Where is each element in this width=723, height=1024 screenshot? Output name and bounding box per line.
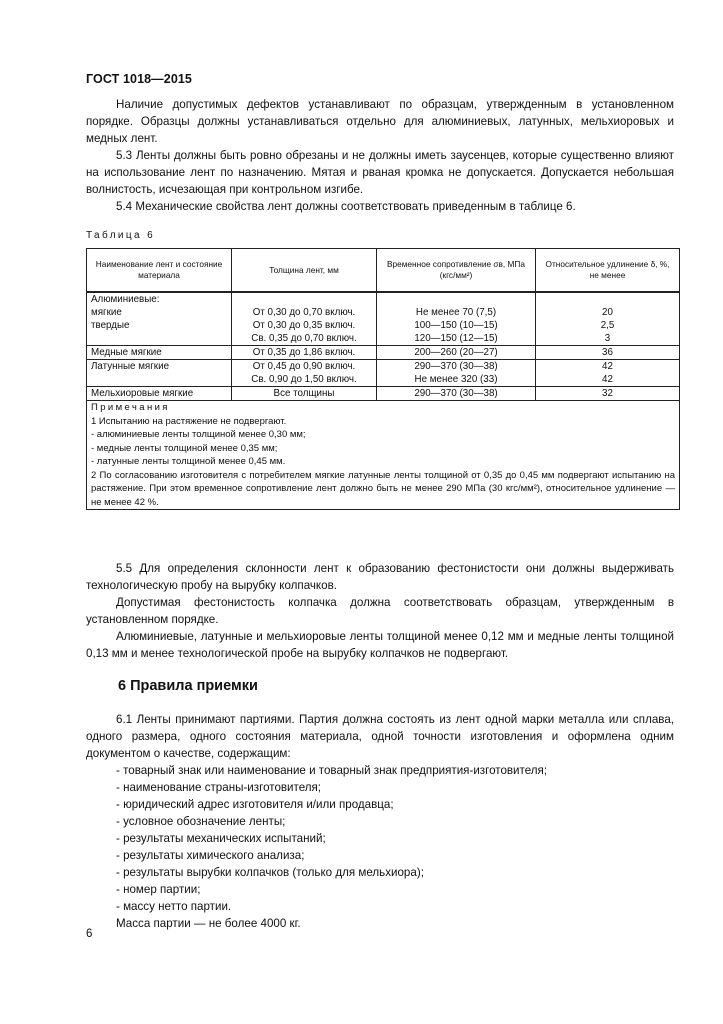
cell-strength: 290—370 (30—38) — [377, 387, 536, 401]
note-line: - алюминиевые ленты толщиной менее 0,30 мм; — [91, 429, 306, 440]
list-item: - результаты вырубки колпачков (только для мельхиора); — [116, 866, 424, 879]
paragraph-5-3: 5.3 Ленты должны быть ровно обрезаны и не должны иметь заусенцев, которые существенно влияют на использование лент по назначению. Мятая и рваная кромка не допускается. Допускается небольшая волнистость, исчезающая при контрольном изгибе. — [86, 149, 674, 196]
list-item: - результаты механических испытаний; — [116, 832, 326, 845]
table-row-copper — [87, 346, 680, 360]
cell-strength: 200—260 (20—27) — [377, 346, 536, 360]
paragraph-defects: Наличие допустимых дефектов устанавливают по образцам, утвержденным в установленном порядке. Образцы должны устанавливаться отдельно для алюминиевых, латунных, мельхиоровых и медных лент. — [86, 98, 674, 145]
table-notes — [87, 401, 680, 510]
note-line: 1 Испытанию на растяжение не подвергают. — [91, 415, 287, 427]
list-item: - юридический адрес изготовителя и/или продавца; — [116, 798, 394, 811]
mechanical-properties-table — [86, 248, 680, 510]
cell-elongation: 20 2,5 3 — [536, 292, 680, 346]
cell-name: Мельхиоровые мягкие — [87, 387, 232, 401]
section-title: 6 Правила приемки — [118, 678, 258, 694]
table-notes-row — [87, 401, 680, 510]
list-item: - наименование страны-изготовителя; — [116, 781, 322, 794]
table-caption: Таблица 6 — [86, 230, 156, 241]
header-thickness: Толщина лент, мм — [232, 249, 377, 293]
cell-elongation: 36 — [536, 346, 680, 360]
paragraph-exemption: Алюминиевые, латунные и мельхиоровые ленты толщиной менее 0,12 мм и медные ленты толщиной 0,13 мм и менее технологической пробе на вырубку колпачков не подвергают. — [86, 630, 674, 660]
lot-mass-text: Масса партии — не более 4000 кг. — [116, 917, 301, 930]
cell-name: Медные мягкие — [87, 346, 232, 360]
header-elongation: Относительное удлинение δ, %, не менее — [536, 249, 680, 293]
paragraph-6-1: 6.1 Ленты принимают партиями. Партия должна состоять из лент одной марки металла или сплава, одного размера, одного состояния материала, одной точности изготовления и оформлена одним документом о качестве, содержащим: — [86, 713, 674, 760]
header-name: Наименование лент и состояние материала — [87, 249, 232, 293]
cell-elongation: 42 42 — [536, 360, 680, 387]
notes-heading: Примечания — [91, 402, 170, 413]
table-header-row — [87, 249, 680, 293]
paragraph-5-5: 5.5 Для определения склонности лент к образованию фестонистости они должны выдерживать технологическую пробу на вырубку колпачков. — [86, 562, 674, 592]
table-row-aluminium — [87, 292, 680, 346]
document-header: ГОСТ 1018—2015 — [86, 72, 192, 86]
list-item: - товарный знак или наименование и товарный знак предприятия-изготовителя; — [116, 764, 548, 777]
paragraph-5-4: 5.4 Механические свойства лент должны соответствовать приведенным в таблице 6. — [116, 200, 576, 213]
cell-thickness: От 0,30 до 0,70 включ. От 0,30 до 0,35 включ. Св. 0,35 до 0,70 включ. — [232, 292, 377, 346]
list-item: - условное обозначение ленты; — [116, 815, 286, 828]
intro-text — [86, 96, 674, 215]
cell-thickness: От 0,35 до 1,86 включ. — [232, 346, 377, 360]
paragraph-festoon: Допустимая фестонистость колпачка должна соответствовать образцам, утвержденным в установленном порядке. — [86, 596, 674, 626]
cell-name: Алюминиевые: мягкие твердые — [87, 292, 232, 346]
note-line: - латунные ленты толщиной менее 0,45 мм. — [91, 456, 286, 467]
list-item: - результаты химического анализа; — [116, 849, 305, 862]
cell-thickness: От 0,45 до 0,90 включ. Св. 0,90 до 1,50 включ. — [232, 360, 377, 387]
middle-text — [86, 560, 674, 662]
note-line: - медные ленты толщиной менее 0,35 мм; — [91, 442, 278, 454]
cell-strength: Не менее 70 (7,5) 100—150 (10—15) 120—150 (12—15) — [377, 292, 536, 346]
cell-elongation: 32 — [536, 387, 680, 401]
page-number: 6 — [86, 928, 93, 940]
table-row-cupronickel — [87, 387, 680, 401]
document-contents-list — [86, 762, 674, 932]
list-item: - номер партии; — [116, 883, 201, 896]
cell-strength: 290—370 (30—38) Не менее 320 (33) — [377, 360, 536, 387]
note-2: 2 По согласованию изготовителя с потребителем мягкие латунные ленты толщиной от 0,35 до 0,45 мм подвергают испытанию на растяжение. При этом временное сопротивление лент должно быть не менее 290 МПа (30 кгс/мм²), относительное удлинение — не менее 42 %. — [91, 469, 675, 508]
section-text — [86, 711, 674, 762]
list-item: - массу нетто партии. — [116, 900, 232, 913]
cell-thickness: Все толщины — [232, 387, 377, 401]
cell-name: Латунные мягкие — [87, 360, 232, 387]
table-row-brass — [87, 360, 680, 387]
header-strength: Временное сопротивление σв, МПа (кгс/мм²) — [377, 249, 536, 293]
